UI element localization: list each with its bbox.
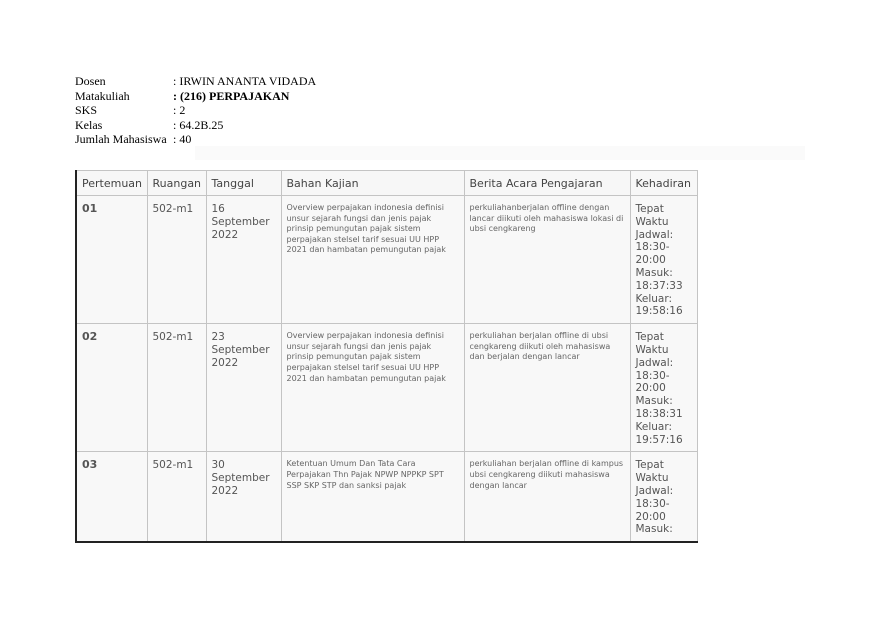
col-header-pertemuan: Pertemuan (76, 171, 147, 196)
col-header-tanggal: Tanggal (206, 171, 281, 196)
cell-ruangan: 502-m1 (147, 452, 206, 542)
col-header-berita-acara: Berita Acara Pengajaran (464, 171, 630, 196)
info-row-kelas (75, 118, 316, 133)
col-header-bahan-kajian: Bahan Kajian (281, 171, 464, 196)
jumlah-value: : 40 (173, 132, 192, 147)
table-row (76, 196, 697, 324)
kehadiran-line: Tepat (635, 331, 664, 344)
kehadiran-line: 19:57:16 (635, 433, 683, 446)
kehadiran-line: Keluar: (635, 420, 672, 433)
cell-tanggal: 16 September 2022 (206, 196, 281, 324)
kehadiran-line: 19:58:16 (635, 305, 683, 318)
kelas-label: Kelas (75, 117, 103, 132)
kehadiran-line: Masuk: (635, 523, 673, 536)
kehadiran-line: 18:37:33 (635, 279, 683, 292)
cell-berita-acara: perkuliahan berjalan offline di kampus ubsi cengkareng diikuti mahasiswa dengan lancar (464, 452, 630, 542)
kehadiran-line: Jadwal: (635, 356, 674, 369)
background-band (195, 146, 805, 160)
col-header-ruangan: Ruangan (147, 171, 206, 196)
kehadiran-line: Masuk: (635, 266, 673, 279)
cell-bahan-kajian: Overview perpajakan indonesia definisi unsur sejarah fungsi dan jenis pajak prinsip pemungutan pajak sistem perpajakan stelsel tarif sesuai UU HPP 2021 dan hambatan pemungutan pajak (281, 196, 464, 324)
kelas-value: : 64.2B.25 (173, 117, 224, 132)
cell-kehadiran (630, 324, 697, 452)
sks-label: SKS (75, 103, 98, 118)
col-header-kehadiran: Kehadiran (630, 171, 697, 196)
kehadiran-line: Keluar: (635, 292, 672, 305)
table-row (76, 324, 697, 452)
info-row-dosen (75, 74, 316, 89)
cell-pertemuan: 01 (76, 196, 147, 324)
jumlah-label: Jumlah Mahasiswa (75, 132, 167, 147)
kehadiran-line: 20:00 (635, 382, 666, 395)
attendance-table (75, 170, 698, 543)
kehadiran-line: 18:30- (635, 497, 670, 510)
info-row-sks (75, 103, 316, 118)
cell-berita-acara: perkuliahanberjalan offline dengan lancar diikuti oleh mahasiswa lokasi di ubsi cengkareng (464, 196, 630, 324)
cell-pertemuan: 03 (76, 452, 147, 542)
table-row (76, 452, 697, 542)
matakuliah-value: : (216) PERPAJAKAN (173, 88, 290, 103)
kehadiran-line: Waktu (635, 472, 669, 485)
cell-kehadiran (630, 196, 697, 324)
cell-pertemuan: 02 (76, 324, 147, 452)
dosen-value: : IRWIN ANANTA VIDADA (173, 74, 317, 88)
cell-bahan-kajian: Ketentuan Umum Dan Tata Cara Perpajakan Thn Pajak NPWP NPPKP SPT SSP SKP STP dan sanksi pajak (281, 452, 464, 542)
dosen-label: Dosen (75, 74, 106, 88)
table-header-row (76, 171, 697, 196)
kehadiran-line: Tepat (635, 459, 664, 472)
cell-berita-acara: perkuliahan berjalan offline di ubsi cengkareng diikuti oleh mahasiswa dan berjalan dengan lancar (464, 324, 630, 452)
cell-tanggal: 23 September 2022 (206, 324, 281, 452)
kehadiran-line: 18:30- (635, 241, 670, 254)
kehadiran-line: Jadwal: (635, 484, 674, 497)
matakuliah-label: Matakuliah (75, 88, 130, 103)
kehadiran-line: Jadwal: (635, 228, 674, 241)
cell-kehadiran (630, 452, 697, 542)
cell-ruangan: 502-m1 (147, 196, 206, 324)
kehadiran-line: Waktu (635, 215, 669, 228)
cell-bahan-kajian: Overview perpajakan indonesia definisi unsur sejarah fungsi dan jenis pajak prinsip pemungutan pajak sistem perpajakan stelsel tarif sesuai UU HPP 2021 dan hambatan pemungutan pajak (281, 324, 464, 452)
kehadiran-line: Tepat (635, 203, 664, 215)
kehadiran-line: Waktu (635, 343, 669, 356)
course-info (75, 74, 316, 147)
sks-value: : 2 (173, 103, 186, 118)
cell-tanggal: 30 September 2022 (206, 452, 281, 542)
kehadiran-line: 20:00 (635, 254, 666, 267)
info-row-jumlah (75, 132, 316, 147)
kehadiran-line: 18:30- (635, 369, 670, 382)
info-row-matakuliah (75, 89, 316, 104)
kehadiran-line: Masuk: (635, 395, 673, 408)
cell-ruangan: 502-m1 (147, 324, 206, 452)
kehadiran-line: 20:00 (635, 510, 666, 523)
kehadiran-line: 18:38:31 (635, 407, 683, 420)
